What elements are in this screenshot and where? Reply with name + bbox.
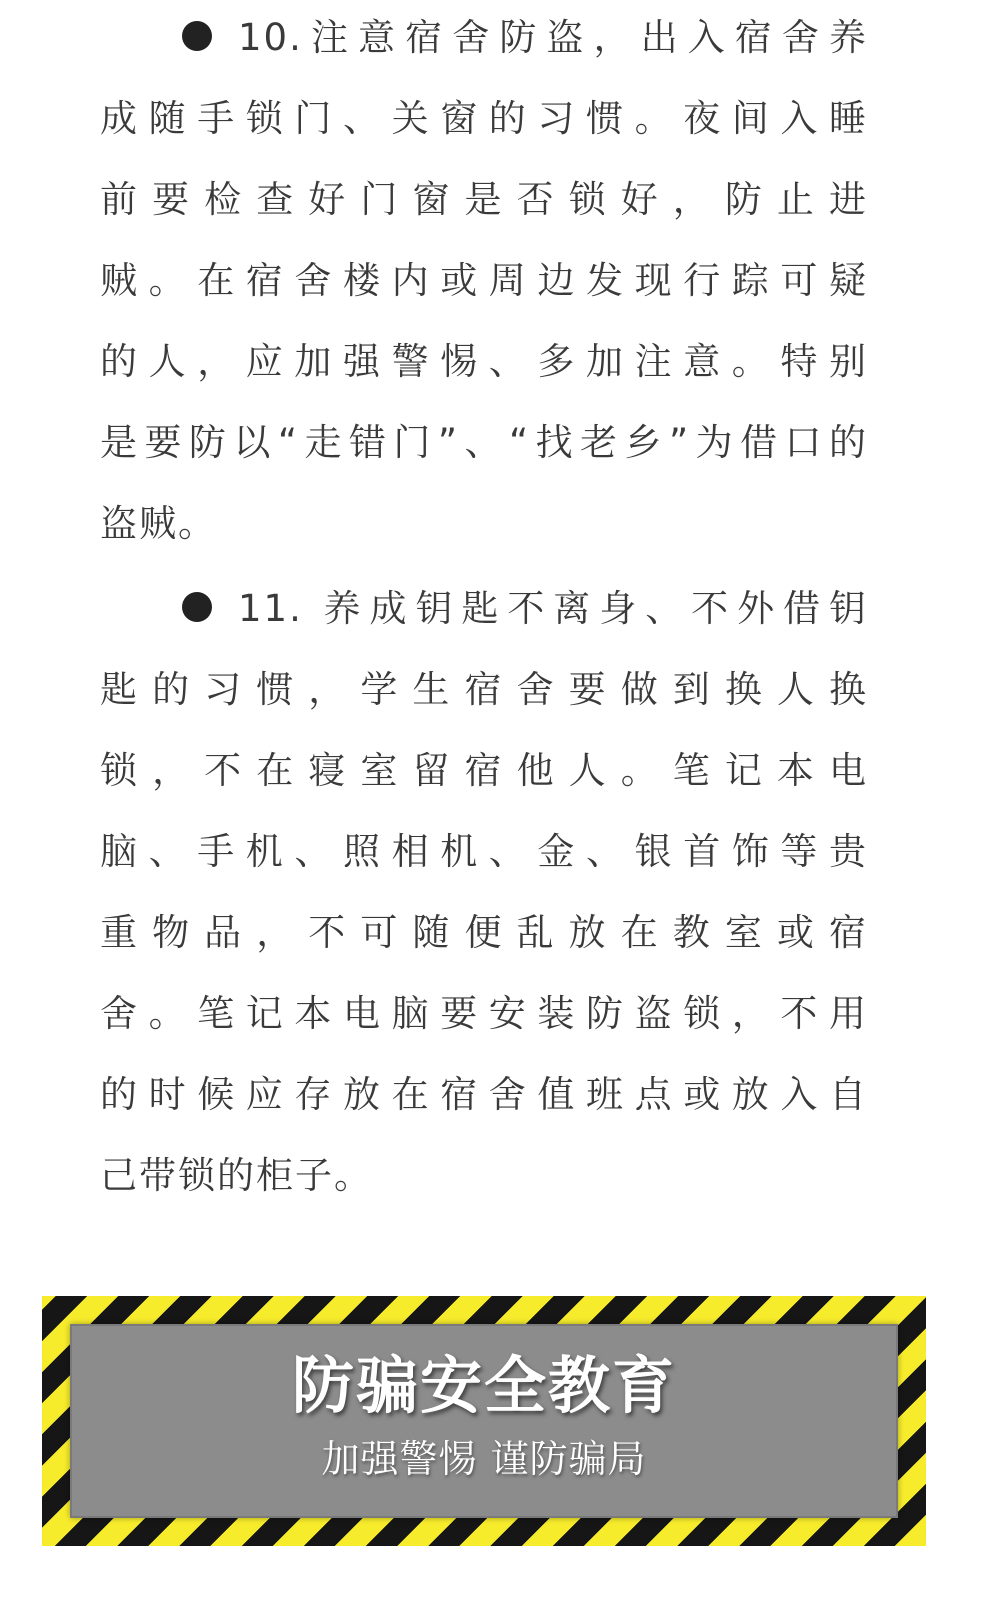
paragraph-line: 的时候应存放在宿舍值班点或放入自 xyxy=(100,1073,868,1116)
paragraph-line: 己带锁的柜子。 xyxy=(100,1154,373,1197)
warning-stripe-banner xyxy=(42,1296,926,1546)
paragraph-line: 脑、手机、照相机、金、银首饰等贵 xyxy=(100,830,868,873)
paragraph-line xyxy=(100,571,868,652)
paragraph-line: 重物品，不可随便乱放在教室或宿 xyxy=(100,911,868,954)
bullet-icon xyxy=(182,21,212,51)
banner-subtitle: 加强警惕 谨防骗局 xyxy=(321,1437,647,1481)
banner-title: 防骗安全教育 xyxy=(291,1349,676,1422)
paragraph-line: 贼。在宿舍楼内或周边发现行踪可疑 xyxy=(100,259,868,302)
paragraph-line-text: 11. 养成钥匙不离身、不外借钥 xyxy=(238,587,868,630)
paragraph-line: 舍。笔记本电脑要安装防盗锁，不用 xyxy=(100,992,868,1035)
paragraph-line: 的人，应加强警惕、多加注意。特别 xyxy=(100,340,868,383)
paragraph-11 xyxy=(100,571,868,1219)
paragraph-line-text: 10.注意宿舍防盗，出入宿舍养 xyxy=(238,16,868,59)
paragraph-line: 是要防以“走错门”、“找老乡”为借口的 xyxy=(100,421,868,464)
paragraph-line: 成随手锁门、关窗的习惯。夜间入睡 xyxy=(100,97,868,140)
paragraph-10 xyxy=(100,0,868,567)
article-body xyxy=(100,0,868,1219)
banner-panel xyxy=(70,1324,898,1518)
paragraph-line xyxy=(100,0,868,81)
bullet-icon xyxy=(182,592,212,622)
paragraph-line: 盗贼。 xyxy=(100,502,217,545)
paragraph-line: 前要检查好门窗是否锁好，防止进 xyxy=(100,178,868,221)
paragraph-line: 匙的习惯，学生宿舍要做到换人换 xyxy=(100,668,868,711)
paragraph-line: 锁，不在寝室留宿他人。笔记本电 xyxy=(100,749,868,792)
